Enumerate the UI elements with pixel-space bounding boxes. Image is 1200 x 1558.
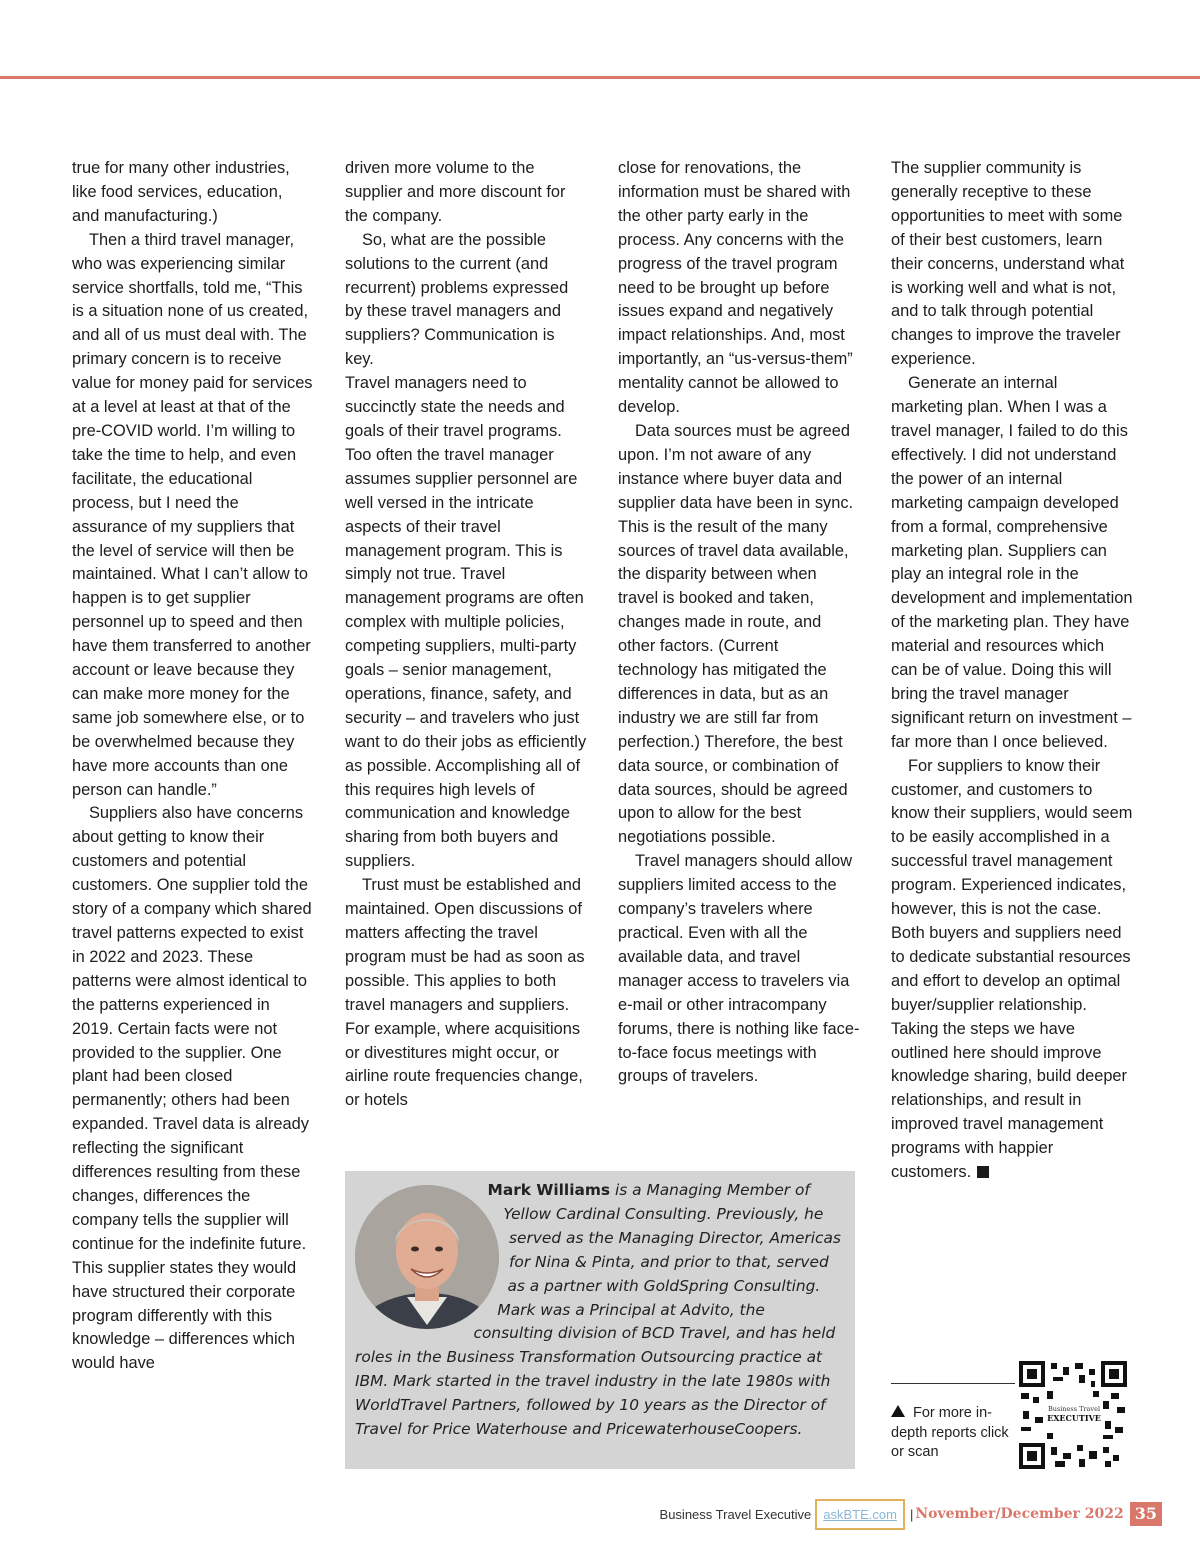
paragraph: Travel managers should allow suppliers limited access to the company’s travelers where practical. Even with all the available data, and travel manager access to travelers via e-mail or other intracompany forums, there is nothing like face-to-face focus meetings with groups of travelers. [618,852,860,1086]
cta-divider [891,1383,1015,1384]
article-column-4 [891,157,1133,1185]
website-link[interactable]: askBTE.com [815,1499,905,1530]
article-column-2 [345,157,587,1113]
paragraph: Generate an internal marketing plan. When I was a travel manager, I failed to do this effectively. I did not understand the power of an internal marketing campaign developed from a formal, comprehensive marketing plan. Suppliers can play an integral role in the development and implementation of the marketing plan. They have material and resources which can be of value. Doing this will bring the travel manager significant return on investment – far more than I once believed. [891,374,1133,751]
page-footer [660,1502,1162,1526]
top-rule [0,76,1200,79]
closing-sentence: Taking the steps we have outlined here should improve knowledge sharing, build deeper relationships, and result in improved travel management programs with happier customers. [891,1019,1128,1182]
paragraph: Suppliers also have concerns about getting to know their customers and potential customers. One supplier told the story of a company which shared travel patterns expected to exist in 2022 and 2023. These patterns were almost identical to the patterns experienced in 2019. Certain facts were not provided to the supplier. One plant had been closed permanently; others had been expanded. Travel data is already reflecting the significant differences resulting from these changes, differences the company tells the supplier will continue for the indefinite future. [72,804,312,1253]
qr-logo-line2: EXECUTIVE [1047,1413,1101,1423]
paragraph: This supplier states they would have structured their corporate program differently with this knowledge – differences which would have [72,1258,297,1373]
issue-date: November/December 2022 [915,1506,1124,1522]
article-column-3 [618,157,860,1089]
publication-name: Business Travel Executive [659,1506,812,1522]
author-photo [355,1185,499,1329]
cta-label: For more in-depth reports click or scan [891,1405,1009,1460]
qr-code[interactable] [1019,1361,1127,1469]
paragraph: So, what are the possible solutions to the current (and recurrent) problems expressed by these travel managers and suppliers? Communication is key. [345,230,569,369]
footer-separator: | [909,1506,914,1522]
end-of-article-icon [977,1166,989,1178]
author-name: Mark Williams [487,1181,611,1199]
paragraph: Trust must be established and maintained. Open discussions of matters affecting the travel program must be had as soon as possible. This applies to both travel managers and suppliers. For example, where acquisitions or divestitures might occur, or airline route frequencies change, or hotels [345,876,585,1110]
qr-logo-line1: Business Travel [1047,1405,1101,1413]
author-bio-box [345,1171,855,1469]
page-number: 35 [1130,1502,1162,1526]
triangle-up-icon [891,1405,905,1417]
paragraph [891,1018,1133,1185]
paragraph: driven more volume to the supplier and more discount for the company. [345,159,566,225]
more-reports-callout [891,1404,1021,1463]
paragraph: true for many other industries, like food services, education, and manufacturing.) [72,159,290,225]
paragraph: Data sources must be agreed upon. I’m not aware of any instance where buyer data and supplier data have been in sync. This is the result of the many sources of travel data available, the disparity between when travel is booked and taken, changes made in route, and other factors. (Current technology has mitigated the differences in data, but as an industry we are still far from perfection.) Therefore, the best data source, or combination of data sources, should be agreed upon to allow for the best negotiations possible. [618,421,854,847]
paragraph: close for renovations, the information must be shared with the other party early in the process. Any concerns with the progress of the travel program need to be brought up before issues expand and negatively impact relationships. And, most importantly, an “us-versus-them” mentality cannot be allowed to develop. [618,159,853,417]
paragraph: Travel managers need to succinctly state the needs and goals of their travel programs. Too often the travel manager assumes supplier personnel are well versed in the intricate aspects of their travel management program. This is simply not true. Travel management programs are often complex with multiple policies, competing suppliers, multi-party goals – senior management, operations, finance, safety, and security – and travelers who just want to do their jobs as efficiently as possible. Accomplishing all of this requires high levels of communication and knowledge sharing from both buyers and suppliers. [345,374,587,871]
author-bio-text: is a Managing Member of Yellow Cardinal Consulting. Previously, he served as the Managing Director, Americas for Nina & Pinta, and prior to that, served as a partner with GoldSpring Consulting. Mark was a Principal at Advito, the consulting division of BCD Travel, and has held roles in the Business Transformation Outsourcing practice at IBM. Mark started in the travel industry in the late 1980s with WorldTravel Partners, followed by 10 years as the Director of Travel for Price Waterhouse and PricewaterhouseCoopers. [355,1181,841,1439]
article-column-1 [72,157,314,1376]
paragraph: Then a third travel manager, who was experiencing similar service shortfalls, told me, “This is a situation none of us created, and all of us must deal with. The primary concern is to receive value for money paid for services at a level at least at that of the pre-COVID world. I’m willing to take the time to help, and even facilitate, the educational process, but I need the assurance of my suppliers that the level of service will then be maintained. What I can’t allow to happen is to get supplier personnel up to speed and then have them transferred to another account or leave because they can make more money for the same job somewhere else, or to be overwhelmed because they have more accounts than one person can handle.” [72,230,313,799]
paragraph: The supplier community is generally receptive to these opportunities to meet with some of their best customers, learn their concerns, understand what is working well and what is not, and to talk through potential changes to improve the traveler experience. [891,159,1125,369]
paragraph: For suppliers to know their customer, and customers to know their suppliers, would seem to be easily accomplished in a successful travel management program. Experienced indicates, however, this is not the case. Both buyers and suppliers need to dedicate substantial resources and effort to develop an optimal buyer/supplier relationship. [891,756,1133,1014]
